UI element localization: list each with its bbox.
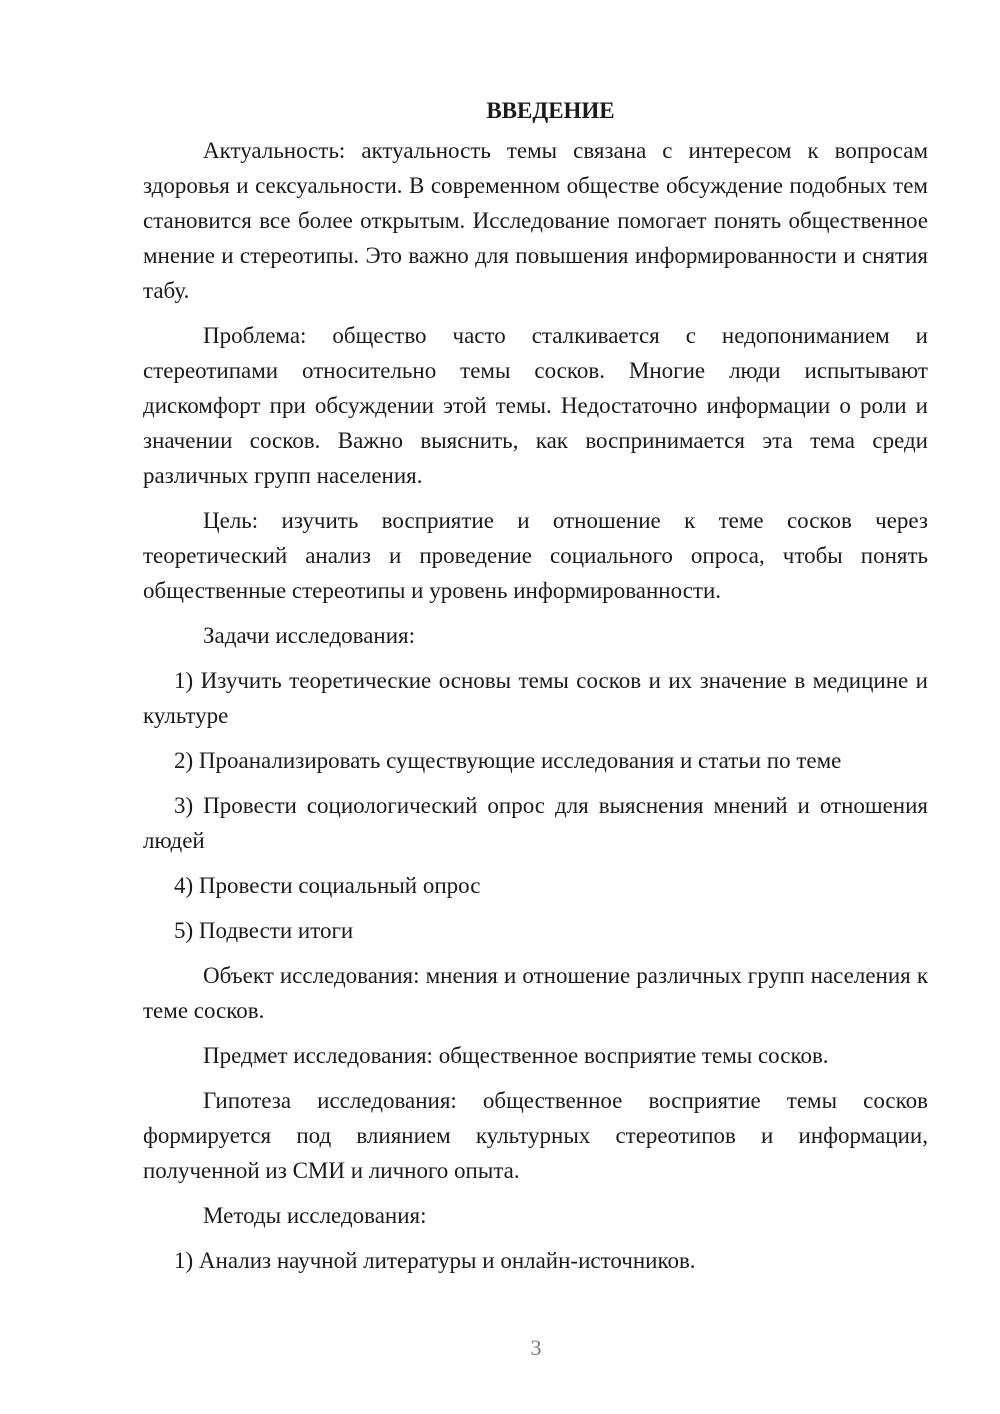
goal-paragraph: Цель: изучить восприятие и отношение к теме сосков через теоретический анализ и проведение социального опроса, чтобы понять общественные стереотипы и уровень информированности. bbox=[143, 508, 928, 603]
page-number: 3 bbox=[530, 1335, 542, 1360]
hypothesis-paragraph: Гипотеза исследования: общественное восприятие темы сосков формируется под влиянием культурных стереотипов и информации, полученной из СМИ и личного опыта. bbox=[143, 1088, 928, 1183]
page-content bbox=[143, 93, 928, 1288]
methods-title: Методы исследования: bbox=[203, 1203, 427, 1228]
task-item-5: 5) Подвести итоги bbox=[174, 918, 354, 943]
subject-paragraph: Предмет исследования: общественное восприятие темы сосков. bbox=[203, 1043, 829, 1068]
task-item-2: 2) Проанализировать существующие исследования и статьи по теме bbox=[174, 748, 842, 773]
task-item-3: 3) Провести социологический опрос для выяснения мнений и отношения людей bbox=[143, 793, 928, 853]
tasks-title: Задачи исследования: bbox=[203, 623, 416, 648]
task-item-1: 1) Изучить теоретические основы темы сосков и их значение в медицине и культуре bbox=[143, 668, 928, 728]
method-item-1: 1) Анализ научной литературы и онлайн-источников. bbox=[174, 1248, 696, 1273]
problem-paragraph: Проблема: общество часто сталкивается с недопониманием и стереотипами относительно темы сосков. Многие люди испытывают дискомфорт при обсуждении этой темы. Недостаточно информации о роли и значении сосков. Важно выяснить, как воспринимается эта тема среди различных групп населения. bbox=[143, 323, 928, 488]
task-item-4: 4) Провести социальный опрос bbox=[174, 873, 481, 898]
object-paragraph: Объект исследования: мнения и отношение различных групп населения к теме сосков. bbox=[143, 963, 928, 1023]
actuality-paragraph: Актуальность: актуальность темы связана с интересом к вопросам здоровья и сексуальности. В современном обществе обсуждение подобных тем становится все более открытым. Исследование помогает понять общественное мнение и стереотипы. Это важно для повышения информированности и снятия табу. bbox=[143, 138, 928, 303]
page-title: ВВЕДЕНИЕ bbox=[486, 98, 615, 123]
